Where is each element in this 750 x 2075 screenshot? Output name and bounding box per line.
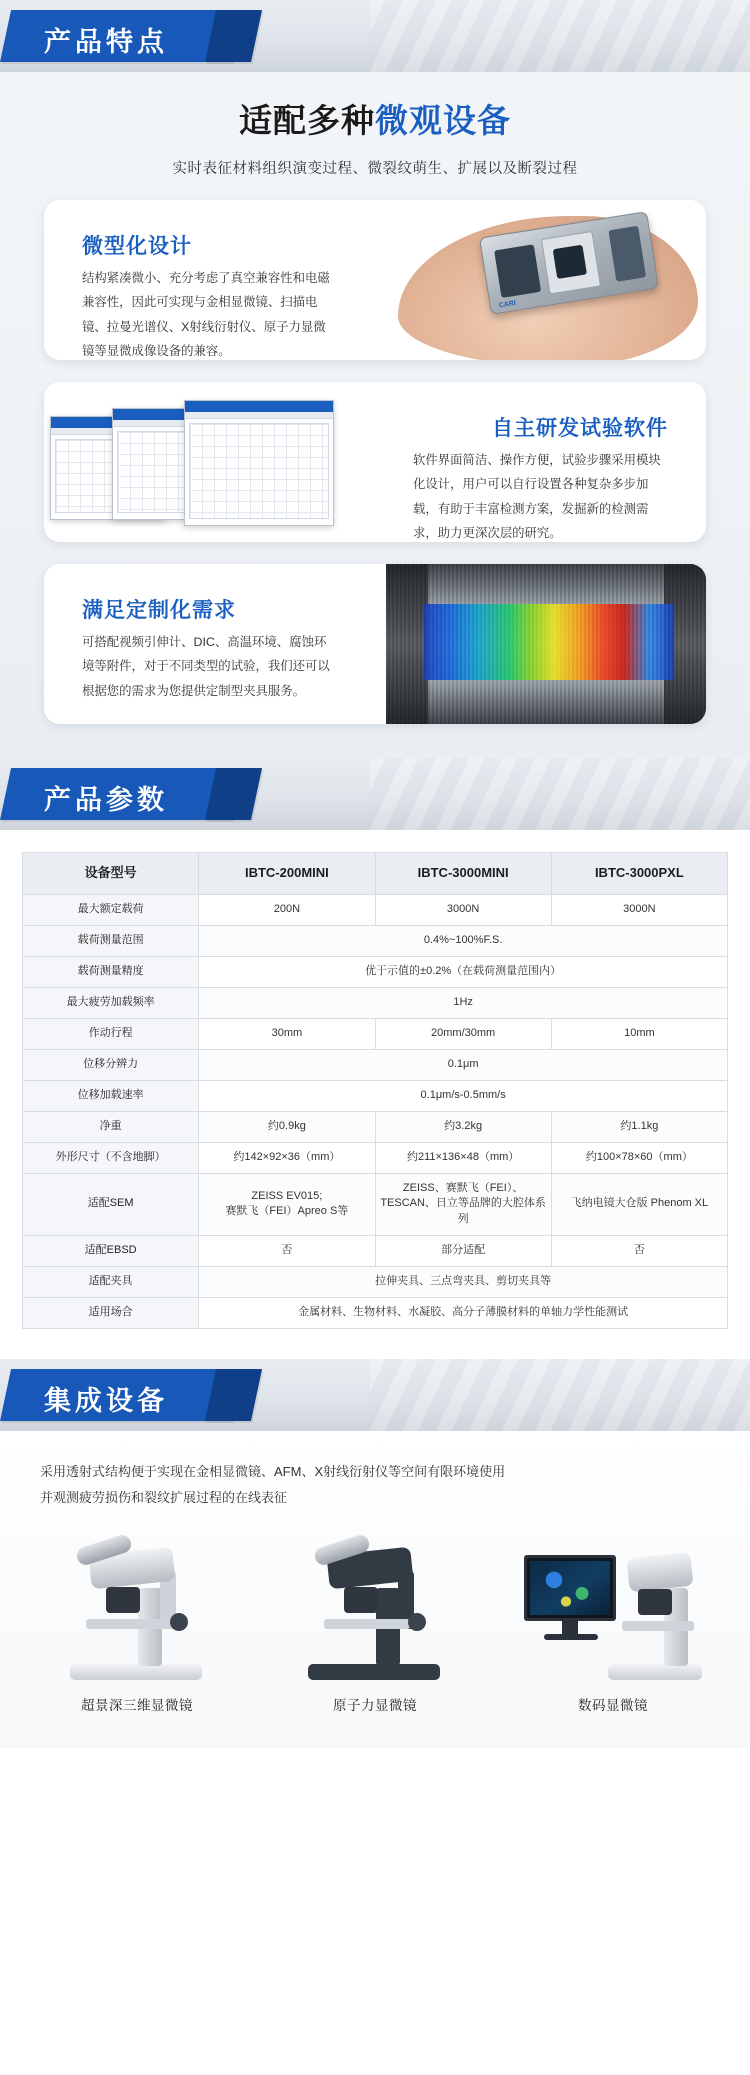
table-row-label: 位移加载速率 — [23, 1080, 199, 1111]
banner-title-features: 产品特点 — [44, 27, 168, 57]
section-banner-features — [0, 0, 750, 72]
table-row-label: 适配SEM — [23, 1173, 199, 1236]
table-cell: 0.1μm/s-0.5mm/s — [199, 1080, 728, 1111]
section-banner-params — [0, 758, 750, 830]
table-cell: 约0.9kg — [199, 1111, 375, 1142]
table-cell: 200N — [199, 895, 375, 926]
table-cell: 金属材料、生物材料、水凝胶、高分子薄膜材料的单轴力学性能测试 — [199, 1298, 728, 1329]
table-row — [23, 1080, 728, 1111]
table-cell: 3000N — [375, 895, 551, 926]
table-cell: 1Hz — [199, 987, 728, 1018]
table-cell: 3000N — [551, 895, 727, 926]
table-cell: 约1.1kg — [551, 1111, 727, 1142]
table-row-label: 最大疲劳加载频率 — [23, 987, 199, 1018]
table-cell: 部分适配 — [375, 1236, 551, 1267]
table-cell: ZEISS EV015; 赛默飞（FEI）Apreo S等 — [199, 1173, 375, 1236]
table-row-label: 载荷测量范围 — [23, 926, 199, 957]
device-item-digital-3d — [27, 1537, 247, 1714]
device-caption: 数码显微镜 — [578, 1698, 648, 1714]
table-cell: 0.4%~100%F.S. — [199, 926, 728, 957]
digital-microscope-icon — [42, 1537, 232, 1682]
banner-diagonal-pattern — [370, 1359, 750, 1431]
table-row-label: 净重 — [23, 1111, 199, 1142]
banner-shape-shadow — [205, 768, 262, 820]
features-headline — [0, 100, 750, 141]
table-row-label: 载荷测量精度 — [23, 956, 199, 987]
device-item-digital — [503, 1537, 723, 1714]
table-cell: 否 — [551, 1236, 727, 1267]
table-cell: 约211×136×48（mm） — [375, 1142, 551, 1173]
handheld-device-illustration — [376, 200, 706, 360]
feature-card-body-3: 可搭配视频引伸计、DIC、高温环境、腐蚀环境等附件，对于不同类型的试验，我们还可以根据您的需求为您提供定制型夹具服务。 — [82, 635, 330, 698]
table-cell: 0.1μm — [199, 1049, 728, 1080]
integrated-description-line-1: 采用透射式结构便于实现在金相显微镜、AFM、X射线衍射仪等空间有限环境使用 — [40, 1464, 506, 1480]
table-cell: 约142×92×36（mm） — [199, 1142, 375, 1173]
software-window-3 — [184, 400, 334, 526]
table-row — [23, 926, 728, 957]
feature-card-title-1: 微型化设计 — [82, 235, 192, 259]
table-header-row — [23, 853, 728, 895]
dic-strain-map-illustration — [386, 564, 706, 724]
table-header-cell: IBTC-3000MINI — [375, 853, 551, 895]
inverted-microscope-icon — [280, 1537, 470, 1682]
table-row — [23, 1298, 728, 1329]
headline-part-dark: 适配多种 — [239, 102, 375, 139]
banner-title-integrated: 集成设备 — [44, 1386, 168, 1417]
table-header-cell: IBTC-3000PXL — [551, 853, 727, 895]
table-cell: 约100×78×60（mm） — [551, 1142, 727, 1173]
features-section — [0, 72, 750, 758]
banner-shape-shadow — [205, 10, 262, 62]
integrated-description — [40, 1459, 750, 1511]
table-row — [23, 1142, 728, 1173]
feature-card-body-2: 软件界面简洁、操作方便，试验步骤采用模块化设计，用户可以自行设置各种复杂多步加载，有助于丰富检测方案，发掘新的检测需求，助力更深次层的研究。 — [413, 453, 661, 540]
monitor-microscope-icon — [518, 1537, 708, 1682]
table-header-cell: 设备型号 — [23, 853, 199, 895]
table-cell: 约3.2kg — [375, 1111, 551, 1142]
software-screens-illustration — [44, 382, 344, 542]
feature-card-body-1: 结构紧凑微小、充分考虑了真空兼容性和电磁兼容性，因此可实现与金相显微镜、扫描电镜、拉曼光谱仪、X射线衍射仪、原子力显微镜等显微成像设备的兼容。 — [82, 271, 330, 358]
feature-card-title-3: 满足定制化需求 — [82, 599, 236, 623]
specification-table — [22, 852, 728, 1329]
table-row — [23, 1173, 728, 1236]
integrated-device-list — [0, 1537, 750, 1714]
features-subline: 实时表征材料组织演变过程、微裂纹萌生、扩展以及断裂过程 — [172, 161, 578, 178]
table-row-label: 外形尺寸（不含地脚） — [23, 1142, 199, 1173]
table-row-label: 适用场合 — [23, 1298, 199, 1329]
specification-section — [0, 830, 750, 1359]
integrated-devices-section — [0, 1431, 750, 1748]
table-row — [23, 1236, 728, 1267]
table-row — [23, 1049, 728, 1080]
table-row — [23, 895, 728, 926]
device-brand-label: CARI — [498, 300, 517, 310]
table-cell: 20mm/30mm — [375, 1018, 551, 1049]
table-row-label: 适配EBSD — [23, 1236, 199, 1267]
device-caption: 原子力显微镜 — [333, 1698, 417, 1714]
table-row-label: 作动行程 — [23, 1018, 199, 1049]
headline-part-blue: 微观设备 — [375, 102, 511, 139]
table-header-cell: IBTC-200MINI — [199, 853, 375, 895]
table-row — [23, 1267, 728, 1298]
table-cell: 30mm — [199, 1018, 375, 1049]
table-row — [23, 987, 728, 1018]
device-item-afm — [265, 1537, 485, 1714]
section-banner-integrated — [0, 1359, 750, 1431]
banner-title-params: 产品参数 — [44, 785, 168, 816]
table-cell: 拉伸夹具、三点弯夹具、剪切夹具等 — [199, 1267, 728, 1298]
integrated-description-line-2: 并观测疲劳损伤和裂纹扩展过程的在线表征 — [40, 1490, 288, 1506]
banner-diagonal-pattern — [370, 0, 750, 72]
device-caption: 超景深三维显微镜 — [81, 1698, 193, 1714]
table-cell: 10mm — [551, 1018, 727, 1049]
feature-card-software — [44, 382, 706, 542]
table-row-label: 适配夹具 — [23, 1267, 199, 1298]
feature-card-miniature — [44, 200, 706, 360]
table-row — [23, 1018, 728, 1049]
table-cell: 飞纳电镜大仓版 Phenom XL — [551, 1173, 727, 1236]
table-row-label: 位移分辨力 — [23, 1049, 199, 1080]
table-row — [23, 956, 728, 987]
table-cell: ZEISS、赛默飞（FEI）、TESCAN、日立等品牌的大腔体系列 — [375, 1173, 551, 1236]
feature-card-title-2: 自主研发试验软件 — [492, 417, 668, 441]
table-cell: 否 — [199, 1236, 375, 1267]
banner-diagonal-pattern — [370, 758, 750, 830]
table-cell: 优于示值的±0.2%（在载荷测量范围内） — [199, 956, 728, 987]
table-row — [23, 1111, 728, 1142]
feature-card-customization — [44, 564, 706, 724]
banner-shape-shadow — [205, 1369, 262, 1421]
table-row-label: 最大额定载荷 — [23, 895, 199, 926]
